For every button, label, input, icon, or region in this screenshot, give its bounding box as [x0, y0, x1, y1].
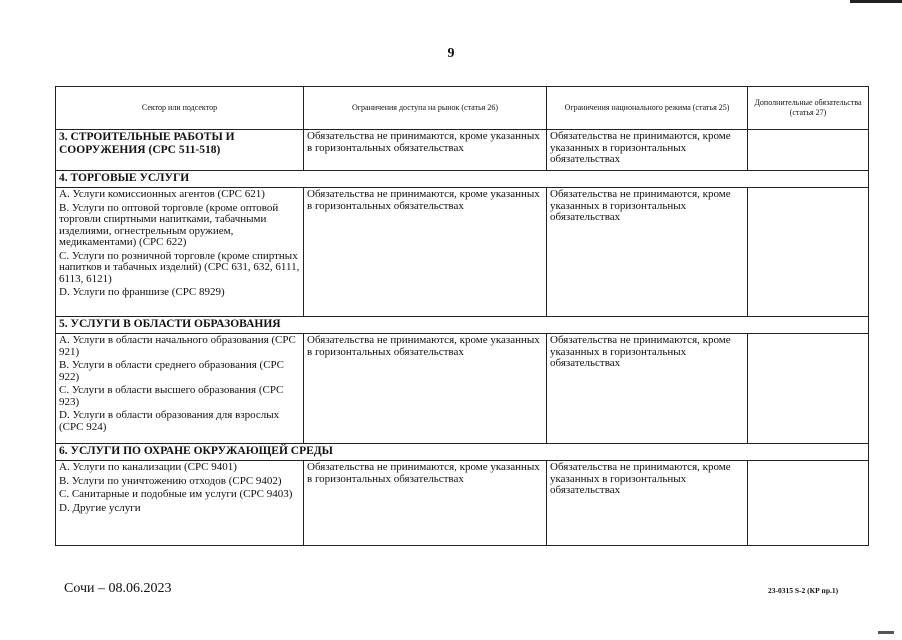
list-item: A. Услуги по канализации (CPC 9401) [59, 461, 237, 473]
footer-place-date: Сочи – 08.06.2023 [64, 581, 172, 596]
footer-doc-code: 23-0315 S-2 (КР пр.1) [768, 586, 839, 595]
page-number: 9 [447, 46, 455, 61]
table-row [56, 171, 869, 188]
sector-list [56, 188, 304, 317]
list-item: C. Услуги в области высшего образования (CPC 923) [59, 384, 284, 408]
list-item: C. Санитарные и подобные им услуги (CPC 9403) [59, 488, 293, 500]
table-header-row [56, 87, 869, 130]
table-row [56, 334, 869, 444]
section-title-environment: 6. УСЛУГИ ПО ОХРАНЕ ОКРУЖАЮЩЕЙ СРЕДЫ [56, 444, 869, 461]
national-treatment-cell: Обязательства не принимаются, кроме указанных в горизонтальных обязательствах [547, 461, 748, 546]
national-treatment-cell: Обязательства не принимаются, кроме указанных в горизонтальных обязательствах [547, 334, 748, 444]
market-access-cell: Обязательства не принимаются, кроме указанных в горизонтальных обязательствах [304, 461, 547, 546]
list-item: D. Услуги в области образования для взрослых (CPC 924) [59, 409, 280, 433]
table-row [56, 130, 869, 171]
list-item: D. Другие услуги [59, 501, 141, 514]
national-treatment-cell: Обязательства не принимаются, кроме указанных в горизонтальных обязательствах [547, 130, 748, 171]
table-row [56, 461, 869, 546]
top-edge-mark [850, 0, 902, 3]
section-title-trade: 4. ТОРГОВЫЕ УСЛУГИ [56, 171, 869, 188]
table-row [56, 317, 869, 334]
scan-edge-mark [878, 631, 894, 634]
commitments-table [55, 86, 869, 546]
header-sector: Сектор или подсектор [56, 87, 304, 130]
list-item: B. Услуги по оптовой торговле (кроме оптовой торговли спиртными напитками, табачными изделиями, огнестрельным оружием, медикаментами) (CPC 622) [59, 201, 279, 248]
header-national-treatment: Ограничения национального режима (статья 25) [547, 87, 748, 130]
list-item: B. Услуги в области среднего образования (CPC 922) [59, 359, 284, 383]
market-access-cell: Обязательства не принимаются, кроме указанных в горизонтальных обязательствах [304, 334, 547, 444]
section-title-construction: 3. СТРОИТЕЛЬНЫЕ РАБОТЫ И СООРУЖЕНИЯ (CPC 511-518) [56, 130, 304, 171]
table-row [56, 188, 869, 317]
list-item: D. Услуги по франшизе (CPC 8929) [59, 286, 225, 298]
header-additional-commitments: Дополнительные обязательства (статья 27) [748, 87, 869, 130]
sector-list [56, 334, 304, 444]
additional-commitments-cell [748, 461, 869, 546]
table-row [56, 444, 869, 461]
list-item: C. Услуги по розничной торговле (кроме спиртных напитков и табачных изделий) (CPC 631, 632, 6111, 6113, 6121) [59, 249, 300, 285]
sector-list [56, 461, 304, 546]
additional-commitments-cell [748, 188, 869, 317]
header-market-access: Ограничения доступа на рынок (статья 26) [304, 87, 547, 130]
additional-commitments-cell [748, 334, 869, 444]
national-treatment-cell: Обязательства не принимаются, кроме указанных в горизонтальных обязательствах [547, 188, 748, 317]
market-access-cell: Обязательства не принимаются, кроме указанных в горизонтальных обязательствах [304, 188, 547, 317]
section-title-education: 5. УСЛУГИ В ОБЛАСТИ ОБРАЗОВАНИЯ [56, 317, 869, 334]
list-item: A. Услуги в области начального образования (CPC 921) [59, 334, 296, 358]
list-item: B. Услуги по уничтожению отходов (CPC 9402) [59, 474, 282, 487]
list-item: A. Услуги комиссионных агентов (CPC 621) [59, 188, 265, 200]
market-access-cell: Обязательства не принимаются, кроме указанных в горизонтальных обязательствах [304, 130, 547, 171]
additional-commitments-cell [748, 130, 869, 171]
